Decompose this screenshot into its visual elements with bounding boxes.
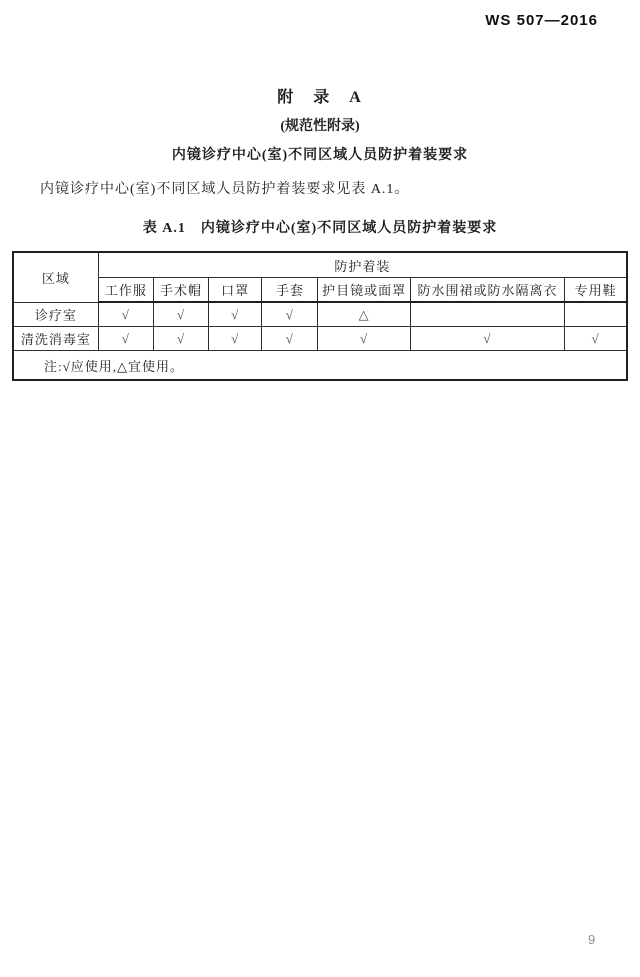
protective-clothing-table bbox=[12, 251, 628, 381]
corner-header-cell: 区域 bbox=[13, 252, 98, 302]
table-note-row bbox=[13, 351, 627, 381]
area-cell: 清洗消毒室 bbox=[13, 327, 98, 351]
body-paragraph: 内镜诊疗中心(室)不同区域人员防护着装要求见表 A.1。 bbox=[40, 182, 410, 197]
value-cell: √ bbox=[565, 327, 627, 351]
table-header-row-group bbox=[13, 252, 627, 278]
appendix-subtitle: (规范性附录) bbox=[280, 119, 360, 134]
column-header-cell: 防水围裙或防水隔离衣 bbox=[410, 278, 564, 303]
value-cell: √ bbox=[262, 327, 318, 351]
page-number: 9 bbox=[588, 932, 596, 947]
column-header-cell: 手套 bbox=[262, 278, 318, 303]
standard-number: WS 507—2016 bbox=[485, 12, 598, 29]
value-cell: √ bbox=[209, 327, 262, 351]
value-cell: √ bbox=[318, 327, 410, 351]
note-cell: 注:√应使用,△宜使用。 bbox=[13, 351, 627, 381]
table-header-row-columns bbox=[13, 278, 627, 303]
area-cell: 诊疗室 bbox=[13, 302, 98, 327]
value-cell bbox=[565, 302, 627, 327]
value-cell: √ bbox=[209, 302, 262, 327]
value-cell: √ bbox=[262, 302, 318, 327]
column-header-cell: 口罩 bbox=[209, 278, 262, 303]
table-row bbox=[13, 327, 627, 351]
table-row bbox=[13, 302, 627, 327]
value-cell bbox=[410, 302, 564, 327]
value-cell: √ bbox=[410, 327, 564, 351]
appendix-title: 附 录 A bbox=[277, 89, 363, 106]
column-header-cell: 专用鞋 bbox=[565, 278, 627, 303]
column-header-cell: 工作服 bbox=[98, 278, 153, 303]
value-cell: √ bbox=[153, 327, 208, 351]
column-header-cell: 护目镜或面罩 bbox=[318, 278, 410, 303]
value-cell: △ bbox=[318, 302, 410, 327]
column-header-cell: 手术帽 bbox=[153, 278, 208, 303]
value-cell: √ bbox=[153, 302, 208, 327]
value-cell: √ bbox=[98, 302, 153, 327]
table-caption: 表 A.1 内镜诊疗中心(室)不同区域人员防护着装要求 bbox=[142, 221, 498, 236]
group-header-cell: 防护着装 bbox=[98, 252, 627, 278]
appendix-heading: 内镜诊疗中心(室)不同区域人员防护着装要求 bbox=[171, 148, 469, 163]
value-cell: √ bbox=[98, 327, 153, 351]
